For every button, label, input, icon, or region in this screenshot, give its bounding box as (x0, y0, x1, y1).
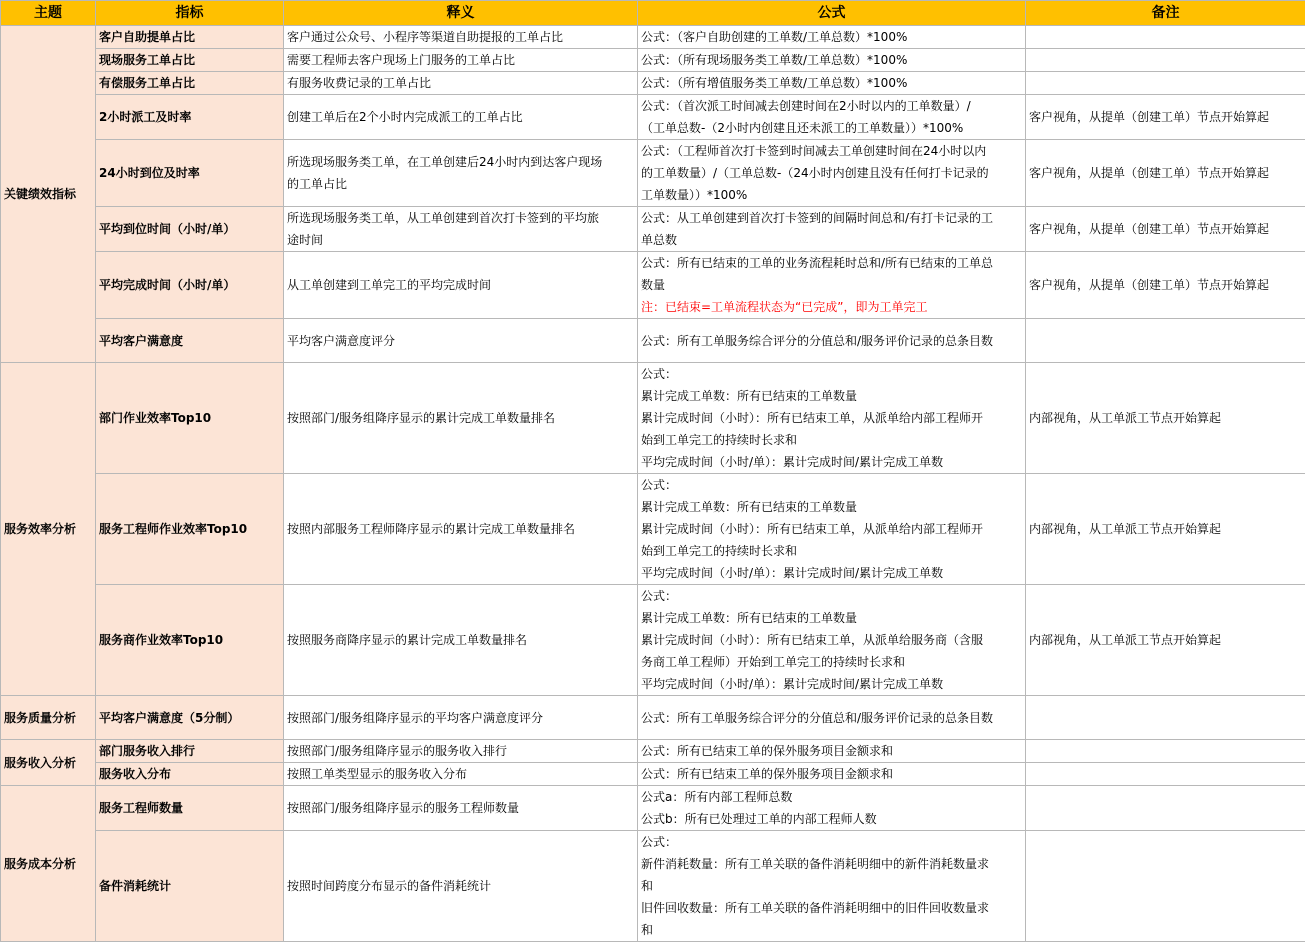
formula-line: 公式：从工单创建到首次打卡签到的间隔时间总和/有打卡记录的工 (641, 207, 1022, 229)
remark-cell: 内部视角，从工单派工节点开始算起 (1026, 474, 1305, 585)
definition-line: 平均客户满意度评分 (287, 330, 634, 352)
definition-line: 有服务收费记录的工单占比 (287, 72, 634, 94)
theme-cell: 关键绩效指标 (1, 26, 96, 363)
theme-cell: 服务收入分析 (1, 740, 96, 786)
formula-line: 务商工单工程师）开始到工单完工的持续时长求和 (641, 651, 1022, 673)
definition-cell (284, 474, 638, 585)
remark-cell (1026, 26, 1305, 49)
table-row (1, 252, 1305, 319)
remark-cell: 客户视角，从提单（创建工单）节点开始算起 (1026, 140, 1305, 207)
definition-line: 按照服务商降序显示的累计完成工单数量排名 (287, 629, 634, 651)
formula-cell (638, 207, 1026, 252)
remark-cell (1026, 763, 1305, 786)
formula-line: （工单总数-（2小时内创建且还未派工的工单数量））*100% (641, 117, 1022, 139)
table-row (1, 26, 1305, 49)
formula-line: 旧件回收数量：所有工单关联的备件消耗明细中的旧件回收数量求 (641, 897, 1022, 919)
formula-line: 公式：所有已结束工单的保外服务项目金额求和 (641, 763, 1022, 785)
formula-line: 公式：所有已结束工单的保外服务项目金额求和 (641, 740, 1022, 762)
metric-cell: 有偿服务工单占比 (96, 72, 284, 95)
header-formula: 公式 (638, 1, 1026, 26)
formula-cell (638, 252, 1026, 319)
remark-cell: 内部视角，从工单派工节点开始算起 (1026, 363, 1305, 474)
metric-cell: 部门作业效率Top10 (96, 363, 284, 474)
formula-line: 累计完成时间（小时）：所有已结束工单，从派单给内部工程师开 (641, 518, 1022, 540)
remark-cell: 客户视角，从提单（创建工单）节点开始算起 (1026, 252, 1305, 319)
metric-cell: 服务商作业效率Top10 (96, 585, 284, 696)
formula-line: 新件消耗数量：所有工单关联的备件消耗明细中的新件消耗数量求 (641, 853, 1022, 875)
definition-cell (284, 49, 638, 72)
definition-cell (284, 319, 638, 363)
formula-line: 公式： (641, 363, 1022, 385)
formula-line: 公式：（工程师首次打卡签到时间减去工单创建时间在24小时以内 (641, 140, 1022, 162)
metric-cell: 服务工程师数量 (96, 786, 284, 831)
definition-line: 按照部门/服务组降序显示的服务工程师数量 (287, 797, 634, 819)
definition-line: 按照部门/服务组降序显示的累计完成工单数量排名 (287, 407, 634, 429)
metric-cell: 服务工程师作业效率Top10 (96, 474, 284, 585)
formula-line: 累计完成工单数：所有已结束的工单数量 (641, 385, 1022, 407)
header-theme: 主题 (1, 1, 96, 26)
remark-cell: 客户视角，从提单（创建工单）节点开始算起 (1026, 95, 1305, 140)
table-body (1, 26, 1305, 942)
header-definition: 释义 (284, 1, 638, 26)
metric-cell: 平均客户满意度 (96, 319, 284, 363)
formula-cell (638, 740, 1026, 763)
metric-cell: 部门服务收入排行 (96, 740, 284, 763)
formula-cell (638, 696, 1026, 740)
formula-line: 公式：所有工单服务综合评分的分值总和/服务评价记录的总条目数 (641, 330, 1022, 352)
formula-line: 平均完成时间（小时/单）：累计完成时间/累计完成工单数 (641, 451, 1022, 473)
definition-line: 按照内部服务工程师降序显示的累计完成工单数量排名 (287, 518, 634, 540)
formula-cell (638, 319, 1026, 363)
definition-cell (284, 26, 638, 49)
table-row (1, 763, 1305, 786)
formula-note: 注：已结束=工单流程状态为“已完成”，即为工单完工 (641, 296, 1022, 318)
definition-line: 所选现场服务类工单，从工单创建到首次打卡签到的平均旅 (287, 207, 634, 229)
table-row (1, 474, 1305, 585)
definition-cell (284, 95, 638, 140)
formula-cell (638, 474, 1026, 585)
formula-line: 公式b：所有已处理过工单的内部工程师人数 (641, 808, 1022, 830)
remark-cell (1026, 72, 1305, 95)
table-row (1, 585, 1305, 696)
definition-cell (284, 207, 638, 252)
metric-cell: 平均完成时间（小时/单） (96, 252, 284, 319)
theme-cell: 服务效率分析 (1, 363, 96, 696)
formula-cell (638, 26, 1026, 49)
definition-cell (284, 252, 638, 319)
table-row (1, 363, 1305, 474)
definition-cell (284, 740, 638, 763)
metric-cell: 服务收入分布 (96, 763, 284, 786)
formula-line: 公式： (641, 474, 1022, 496)
table-row (1, 140, 1305, 207)
remark-cell (1026, 740, 1305, 763)
definition-line: 创建工单后在2个小时内完成派工的工单占比 (287, 106, 634, 128)
definition-cell (284, 696, 638, 740)
metric-cell: 平均到位时间（小时/单） (96, 207, 284, 252)
metric-cell: 备件消耗统计 (96, 831, 284, 942)
definition-cell (284, 786, 638, 831)
remark-cell (1026, 319, 1305, 363)
remark-cell (1026, 696, 1305, 740)
formula-line: 和 (641, 919, 1022, 941)
metric-cell: 24小时到位及时率 (96, 140, 284, 207)
metric-cell: 平均客户满意度（5分制） (96, 696, 284, 740)
formula-line: 累计完成时间（小时）：所有已结束工单，从派单给内部工程师开 (641, 407, 1022, 429)
formula-cell (638, 363, 1026, 474)
formula-line: 累计完成工单数：所有已结束的工单数量 (641, 496, 1022, 518)
formula-line: 始到工单完工的持续时长求和 (641, 540, 1022, 562)
formula-line: 公式：所有工单服务综合评分的分值总和/服务评价记录的总条目数 (641, 707, 1022, 729)
remark-cell (1026, 786, 1305, 831)
table-row (1, 740, 1305, 763)
formula-line: 始到工单完工的持续时长求和 (641, 429, 1022, 451)
formula-line: 和 (641, 875, 1022, 897)
definition-line: 需要工程师去客户现场上门服务的工单占比 (287, 49, 634, 71)
theme-cell: 服务质量分析 (1, 696, 96, 740)
definition-cell (284, 585, 638, 696)
formula-cell (638, 585, 1026, 696)
definition-cell (284, 72, 638, 95)
table-row (1, 72, 1305, 95)
formula-line: 公式： (641, 831, 1022, 853)
definition-line: 按照时间跨度分布显示的备件消耗统计 (287, 875, 634, 897)
formula-line: 累计完成时间（小时）：所有已结束工单，从派单给服务商（含服 (641, 629, 1022, 651)
definition-cell (284, 363, 638, 474)
formula-line: 平均完成时间（小时/单）：累计完成时间/累计完成工单数 (641, 673, 1022, 695)
formula-line: 公式： (641, 585, 1022, 607)
table-row (1, 319, 1305, 363)
header-remark: 备注 (1026, 1, 1305, 26)
formula-cell (638, 786, 1026, 831)
remark-cell (1026, 49, 1305, 72)
formula-cell (638, 49, 1026, 72)
formula-line: 公式：（所有现场服务类工单数/工单总数）*100% (641, 49, 1022, 71)
formula-line: 的工单数量）/（工单总数-（24小时内创建且没有任何打卡记录的 (641, 162, 1022, 184)
formula-cell (638, 763, 1026, 786)
formula-line: 公式：（客户自助创建的工单数/工单总数）*100% (641, 26, 1022, 48)
header-metric: 指标 (96, 1, 284, 26)
table-row (1, 786, 1305, 831)
remark-cell (1026, 831, 1305, 942)
definition-line: 客户通过公众号、小程序等渠道自助提报的工单占比 (287, 26, 634, 48)
definition-line: 所选现场服务类工单，在工单创建后24小时内到达客户现场 (287, 151, 634, 173)
metric-cell: 客户自助提单占比 (96, 26, 284, 49)
formula-line: 工单数量））*100% (641, 184, 1022, 206)
formula-line: 单总数 (641, 229, 1022, 251)
metric-cell: 现场服务工单占比 (96, 49, 284, 72)
formula-line: 公式：（所有增值服务类工单数/工单总数）*100% (641, 72, 1022, 94)
definition-line: 按照部门/服务组降序显示的平均客户满意度评分 (287, 707, 634, 729)
definition-line: 按照部门/服务组降序显示的服务收入排行 (287, 740, 634, 762)
definition-cell (284, 140, 638, 207)
remark-cell: 内部视角，从工单派工节点开始算起 (1026, 585, 1305, 696)
table-row (1, 95, 1305, 140)
formula-cell (638, 95, 1026, 140)
definition-cell (284, 763, 638, 786)
definition-line: 途时间 (287, 229, 634, 251)
table-row (1, 831, 1305, 942)
formula-line: 公式：所有已结束的工单的业务流程耗时总和/所有已结束的工单总 (641, 252, 1022, 274)
table-row (1, 696, 1305, 740)
formula-line: 公式a：所有内部工程师总数 (641, 786, 1022, 808)
table-row (1, 49, 1305, 72)
definition-cell (284, 831, 638, 942)
formula-line: 累计完成工单数：所有已结束的工单数量 (641, 607, 1022, 629)
formula-line: 公式：（首次派工时间减去创建时间在2小时以内的工单数量）/ (641, 95, 1022, 117)
formula-cell (638, 831, 1026, 942)
table-row (1, 207, 1305, 252)
theme-cell: 服务成本分析 (1, 786, 96, 942)
formula-cell (638, 140, 1026, 207)
formula-line: 数量 (641, 274, 1022, 296)
remark-cell: 客户视角，从提单（创建工单）节点开始算起 (1026, 207, 1305, 252)
metric-cell: 2小时派工及时率 (96, 95, 284, 140)
formula-cell (638, 72, 1026, 95)
definition-line: 按照工单类型显示的服务收入分布 (287, 763, 634, 785)
definition-line: 从工单创建到工单完工的平均完成时间 (287, 274, 634, 296)
header-row (1, 1, 1305, 26)
formula-line: 平均完成时间（小时/单）：累计完成时间/累计完成工单数 (641, 562, 1022, 584)
definition-line: 的工单占比 (287, 173, 634, 195)
